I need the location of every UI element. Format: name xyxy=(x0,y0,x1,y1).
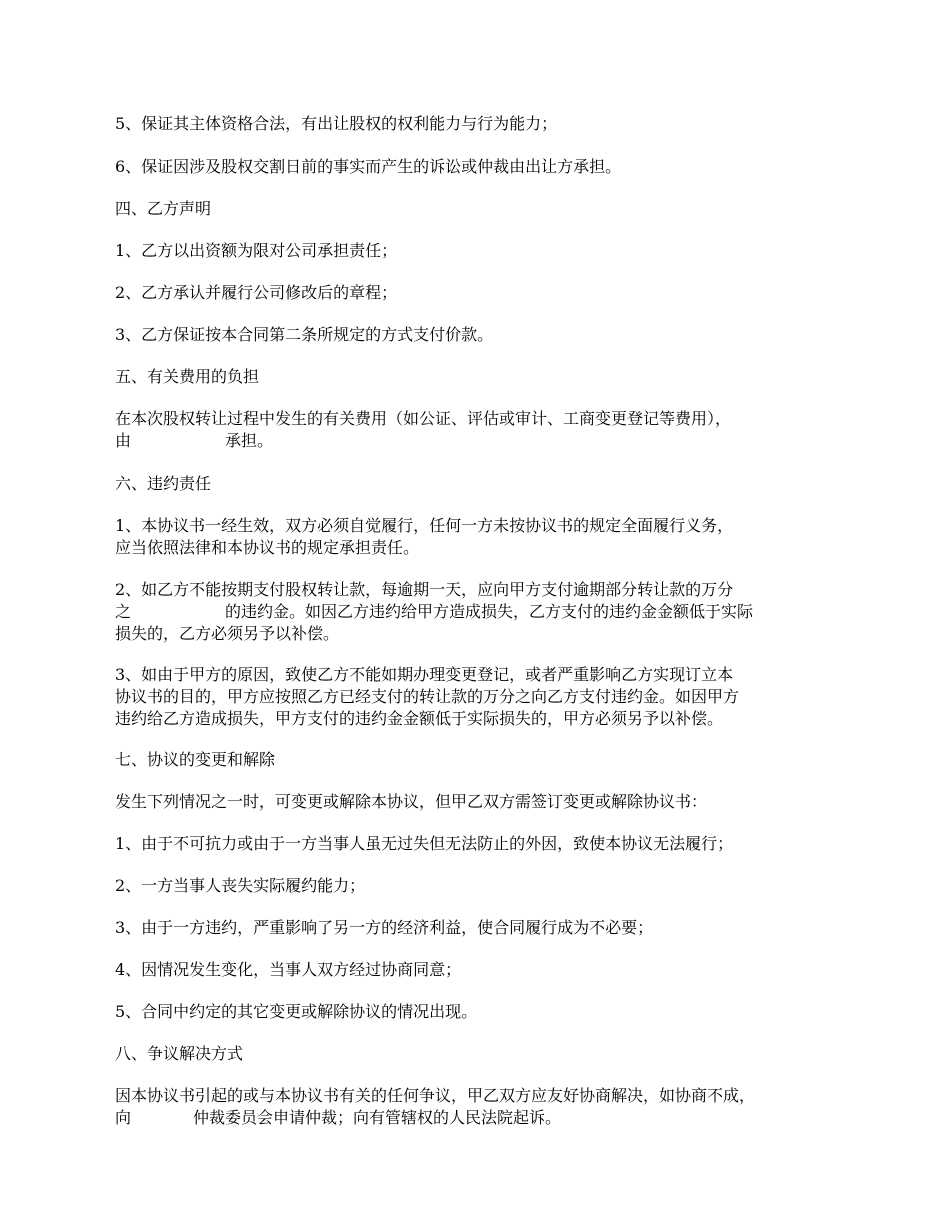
clause-paragraph: 6、保证因涉及股权交割日前的事实而产生的诉讼或仲裁由出让方承担。 xyxy=(115,157,622,176)
clause-paragraph: 1、乙方以出资额为限对公司承担责任； xyxy=(115,241,398,260)
clause-paragraph: 因本协议书引起的或与本协议书有关的任何争议，甲乙双方应友好协商解决，如协商不成， 向 仲裁委员会申请仲裁；向有管辖权的人民法院起诉。 xyxy=(115,1086,756,1127)
clause-paragraph: 2、一方当事人丧失实际履约能力； xyxy=(115,876,366,895)
clause-paragraph: 在本次股权转让过程中发生的有关费用（如公证、评估或审计、工商变更登记等费用）， 由 承担。 xyxy=(115,409,732,450)
section-heading: 八、争议解决方式 xyxy=(115,1044,244,1063)
clause-paragraph: 5、合同中约定的其它变更或解除协议的情况出现。 xyxy=(115,1002,478,1021)
section-heading: 七、协议的变更和解除 xyxy=(115,750,276,769)
clause-paragraph: 4、因情况发生变化，当事人双方经过协商同意； xyxy=(115,960,462,979)
section-heading: 四、乙方声明 xyxy=(115,199,212,218)
clause-paragraph: 3、由于一方违约，严重影响了另一方的经济利益，使合同履行成为不必要； xyxy=(115,918,654,937)
clause-paragraph: 1、本协议书一经生效，双方必须自觉履行，任何一方未按协议书的规定全面履行义务， 应当依照法律和本协议书的规定承担责任。 xyxy=(115,516,734,557)
clause-paragraph: 1、由于不可抗力或由于一方当事人虽无过失但无法防止的外因，致使本协议无法履行； xyxy=(115,834,734,853)
fill-in-prefix: 由 xyxy=(115,431,132,450)
clause-paragraph: 发生下列情况之一时，可变更或解除本协议，但甲乙双方需签订变更或解除协议书： xyxy=(115,792,708,811)
section-heading: 六、违约责任 xyxy=(115,474,212,493)
clause-paragraph: 2、乙方承认并履行公司修改后的章程； xyxy=(115,283,398,302)
section-heading: 五、有关费用的负担 xyxy=(115,367,260,386)
clause-paragraph: 2、如乙方不能按期支付股权转让款，每逾期一天，应向甲方支付逾期部分转让款的万分 之 的违约金。如因乙方违约给甲方造成损失，乙方支付的违约金金额低于实际 损失的，乙方必须另予以补偿。 xyxy=(115,580,754,643)
clause-paragraph: 3、乙方保证按本合同第二条所规定的方式支付价款。 xyxy=(115,325,494,344)
clause-paragraph: 5、保证其主体资格合法，有出让股权的权利能力与行为能力； xyxy=(115,114,558,133)
clause-paragraph: 3、如由于甲方的原因，致使乙方不能如期办理变更登记，或者严重影响乙方实现订立本 协议书的目的，甲方应按照乙方已经支付的转让款的万分之向乙方支付违约金。如因甲方 违约给乙方造成损失，甲方支付的违约金金额低于实际损失的，甲方必须另予以补偿。 xyxy=(115,665,740,728)
